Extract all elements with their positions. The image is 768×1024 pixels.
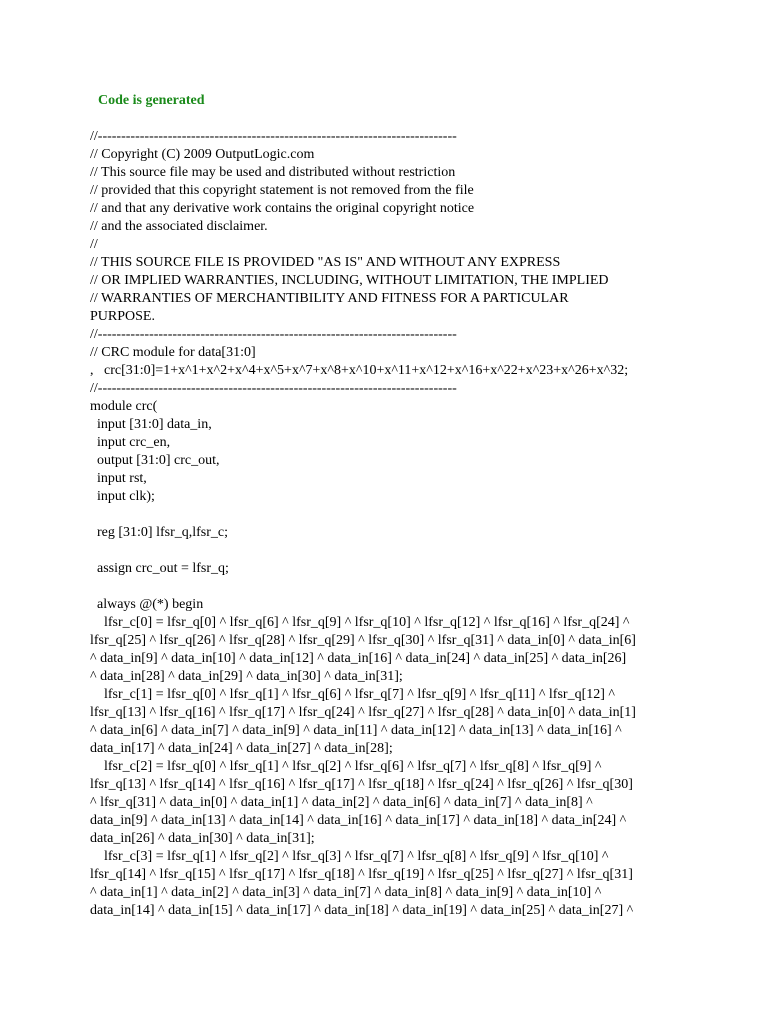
code-line: lfsr_q[14] ^ lfsr_q[15] ^ lfsr_q[17] ^ lfsr_q[18] ^ lfsr_q[19] ^ lfsr_q[25] ^ lfsr_q[27] ^ lfsr_q[31] xyxy=(90,867,633,882)
code-line: //----------------------------------------------------------------------------- xyxy=(90,327,457,342)
code-line: lfsr_q[25] ^ lfsr_q[26] ^ lfsr_q[28] ^ lfsr_q[29] ^ lfsr_q[30] ^ lfsr_q[31] ^ data_in[0] ^ data_in[6] xyxy=(90,633,636,648)
code-line: ^ data_in[1] ^ data_in[2] ^ data_in[3] ^ data_in[7] ^ data_in[8] ^ data_in[9] ^ data_in[10] ^ xyxy=(90,885,602,900)
code-line: reg [31:0] lfsr_q,lfsr_c; xyxy=(90,525,229,540)
code-line: //----------------------------------------------------------------------------- xyxy=(90,129,457,144)
code-line: // This source file may be used and distributed without restriction xyxy=(90,165,456,180)
code-line: // xyxy=(90,237,98,252)
code-line xyxy=(90,938,690,956)
code-line: lfsr_q[13] ^ lfsr_q[16] ^ lfsr_q[17] ^ lfsr_q[24] ^ lfsr_q[27] ^ lfsr_q[28] ^ data_in[0] ^ data_in[1] xyxy=(90,705,636,720)
code-line: data_in[9] ^ data_in[13] ^ data_in[14] ^ data_in[16] ^ data_in[17] ^ data_in[18] ^ data_in[24] ^ xyxy=(90,813,627,828)
page-heading: Code is generated xyxy=(98,93,205,108)
code-line: data_in[14] ^ data_in[15] ^ data_in[17] ^ data_in[18] ^ data_in[19] ^ data_in[25] ^ data_in[27] ^ xyxy=(90,903,634,918)
code-line: lfsr_c[1] = lfsr_q[0] ^ lfsr_q[1] ^ lfsr_q[6] ^ lfsr_q[7] ^ lfsr_q[9] ^ lfsr_q[11] ^ lfsr_q[12] ^ xyxy=(90,687,615,702)
code-line: ^ data_in[6] ^ data_in[7] ^ data_in[9] ^ data_in[11] ^ data_in[12] ^ data_in[13] ^ data_in[16] ^ xyxy=(90,723,622,738)
code-line: lfsr_c[0] = lfsr_q[0] ^ lfsr_q[6] ^ lfsr_q[9] ^ lfsr_q[10] ^ lfsr_q[12] ^ lfsr_q[16] ^ lfsr_q[24] ^ xyxy=(90,615,630,630)
code-line: , crc[31:0]=1+x^1+x^2+x^4+x^5+x^7+x^8+x^10+x^11+x^12+x^16+x^22+x^23+x^26+x^32; xyxy=(90,363,629,378)
code-line: // CRC module for data[31:0] xyxy=(90,345,256,360)
code-line: // Copyright (C) 2009 OutputLogic.com xyxy=(90,147,315,162)
code-line: assign crc_out = lfsr_q; xyxy=(90,561,229,576)
code-line: lfsr_c[3] = lfsr_q[1] ^ lfsr_q[2] ^ lfsr_q[3] ^ lfsr_q[7] ^ lfsr_q[8] ^ lfsr_q[9] ^ lfsr_q[10] ^ xyxy=(90,849,609,864)
code-line: input crc_en, xyxy=(90,435,171,450)
blank-line xyxy=(90,578,690,596)
blank-line xyxy=(90,542,690,560)
code-line: always @(*) begin xyxy=(90,597,204,612)
code-line: // OR IMPLIED WARRANTIES, INCLUDING, WITHOUT LIMITATION, THE IMPLIED xyxy=(90,273,609,288)
code-line: data_in[26] ^ data_in[30] ^ data_in[31]; xyxy=(90,831,315,846)
blank-line xyxy=(90,506,690,524)
code-line: //----------------------------------------------------------------------------- xyxy=(90,381,457,396)
source-code-body xyxy=(90,128,690,956)
code-line: output [31:0] crc_out, xyxy=(90,453,220,468)
code-line: lfsr_c[2] = lfsr_q[0] ^ lfsr_q[1] ^ lfsr_q[2] ^ lfsr_q[6] ^ lfsr_q[7] ^ lfsr_q[8] ^ lfsr_q[9] ^ xyxy=(90,759,602,774)
code-line: input clk); xyxy=(90,489,155,504)
code-line: PURPOSE. xyxy=(90,309,155,324)
code-line: // WARRANTIES OF MERCHANTIBILITY AND FITNESS FOR A PARTICULAR xyxy=(90,291,569,306)
code-line: ^ lfsr_q[31] ^ data_in[0] ^ data_in[1] ^ data_in[2] ^ data_in[6] ^ data_in[7] ^ data_in[8] ^ xyxy=(90,795,593,810)
code-line: // and the associated disclaimer. xyxy=(90,219,268,234)
code-line: data_in[17] ^ data_in[24] ^ data_in[27] ^ data_in[28]; xyxy=(90,741,393,756)
code-line xyxy=(90,920,690,938)
code-line: ^ data_in[28] ^ data_in[29] ^ data_in[30] ^ data_in[31]; xyxy=(90,669,403,684)
code-line: // and that any derivative work contains the original copyright notice xyxy=(90,201,475,216)
code-line: // provided that this copyright statement is not removed from the file xyxy=(90,183,474,198)
code-line: input rst, xyxy=(90,471,147,486)
code-line: lfsr_q[13] ^ lfsr_q[14] ^ lfsr_q[16] ^ lfsr_q[17] ^ lfsr_q[18] ^ lfsr_q[24] ^ lfsr_q[26] ^ lfsr_q[30] xyxy=(90,777,633,792)
code-line: module crc( xyxy=(90,399,158,414)
code-line: // THIS SOURCE FILE IS PROVIDED "AS IS" AND WITHOUT ANY EXPRESS xyxy=(90,255,561,270)
code-line: ^ data_in[9] ^ data_in[10] ^ data_in[12] ^ data_in[16] ^ data_in[24] ^ data_in[25] ^ data_in[26] xyxy=(90,651,627,666)
code-line: input [31:0] data_in, xyxy=(90,417,212,432)
